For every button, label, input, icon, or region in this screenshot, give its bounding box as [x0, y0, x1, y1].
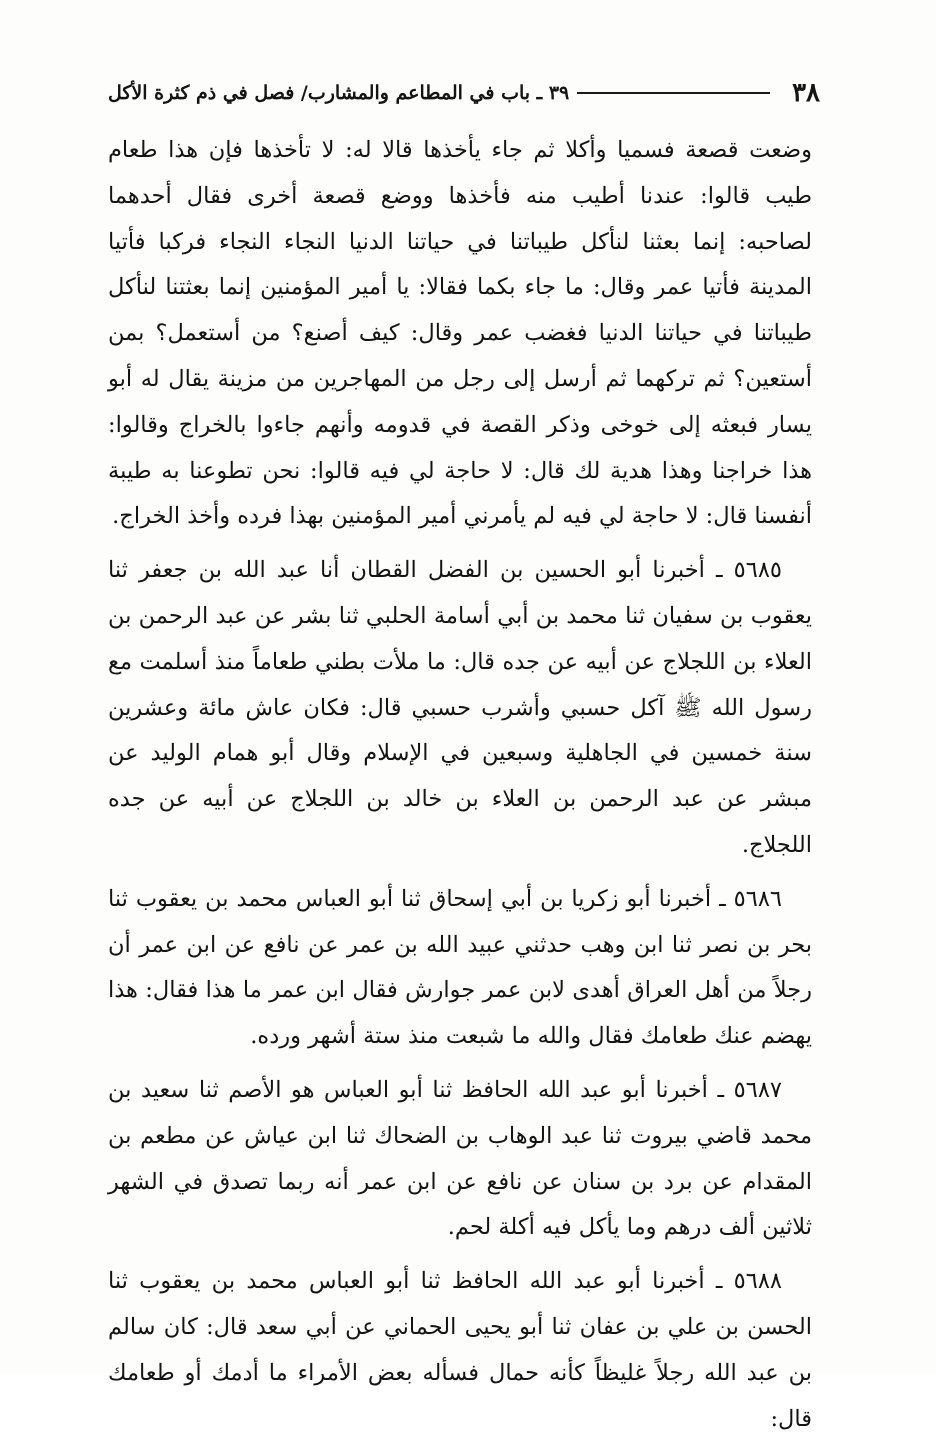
page-number: ٣٨	[792, 78, 820, 108]
page-header	[108, 76, 820, 110]
header-rule	[577, 92, 770, 94]
paragraph-continuation: وضعت قصعة فسميا وأكلا ثم جاء يأخذها قالا له: لا تأخذها فإن هذا طعام طيب قالوا: عندنا أطيب منه فأخذها ووضع قصعة أخرى فقال أحدهما لصاحبه: إنما بعثنا لنأكل طيباتنا في حياتنا الدنيا النجاء النجاء فركبا فأتيا المدينة فأتيا عمر وقال: ما جاء بكما فقالا: يا أمير المؤمنين إنما بعثتنا لنأكل طيباتنا في حياتنا الدنيا فغضب عمر وقال: كيف أصنع؟ من أستعمل؟ بمن أستعين؟ ثم تركهما ثم أرسل إلى رجل من المهاجرين من مزينة يقال له أبو يسار فبعثه إلى خوخى وذكر القصة في قدومه وأنهم جاءوا بالخراج وقالوا: هذا خراجنا وهذا هدية لك قال: لا حاجة لي فيه قالوا: نحن تطوعنا به طيبة أنفسنا قال: لا حاجة لي فيه لم يأمرني أمير المؤمنين بهذا فرده وأخذ الخراج.	[108, 137, 812, 530]
hadith-5685: ٥٦٨٥ ـ أخبرنا أبو الحسين بن الفضل القطان أنا عبد الله بن جعفر ثنا يعقوب بن سفيان ثنا محمد بن أبي أسامة الحلبي ثنا بشر عن عبد الرحمن بن العلاء بن اللجلاج عن أبيه عن جده قال: ما ملأت بطني طعاماً منذ أسلمت مع رسول الله ﷺ آكل حسبي وأشرب حسبي قال: فكان عاش مائة وعشرين سنة خمسين في الجاهلية وسبعين في الإسلام وقال أبو همام الوليد عن مبشر عن عبد الرحمن بن العلاء بن خالد بن اللجلاج عن أبيه عن جده اللجلاج.	[108, 557, 812, 858]
body-text	[108, 128, 812, 1442]
running-title: ٣٩ ـ باب في المطاعم والمشارب/ فصل في ذم كثرة الأكل	[108, 82, 570, 104]
hadith-5688: ٥٦٨٨ ـ أخبرنا أبو عبد الله الحافظ ثنا أبو العباس محمد بن يعقوب ثنا الحسن بن علي بن عفان ثنا أبو يحيى الحماني عن أبي سعد قال: كان سالم بن عبد الله رجلاً غليظاً كأنه حمال فسأله بعض الأمراء ما أدمك أو طعامك قال:	[108, 1268, 812, 1432]
hadith-5686: ٥٦٨٦ ـ أخبرنا أبو زكريا بن أبي إسحاق ثنا أبو العباس محمد بن يعقوب ثنا بحر بن نصر ثنا ابن وهب حدثني عبيد الله بن عمر عن نافع عن ابن عمر أن رجلاً من أهل العراق أهدى لابن عمر جوارش فقال ابن عمر ما هذا فقال: هذا يهضم عنك طعامك فقال والله ما شبعت منذ ستة أشهر ورده.	[108, 885, 812, 1050]
hadith-5687: ٥٦٨٧ ـ أخبرنا أبو عبد الله الحافظ ثنا أبو العباس هو الأصم ثنا سعيد بن محمد قاضي بيروت ثنا عبد الوهاب بن الضحاك ثنا ابن عياش عن مطعم بن المقدام عن برد بن سنان عن نافع عن ابن عمر أنه ربما تصدق في الشهر ثلاثين ألف درهم وما يأكل فيه أكلة لحم.	[108, 1076, 812, 1241]
